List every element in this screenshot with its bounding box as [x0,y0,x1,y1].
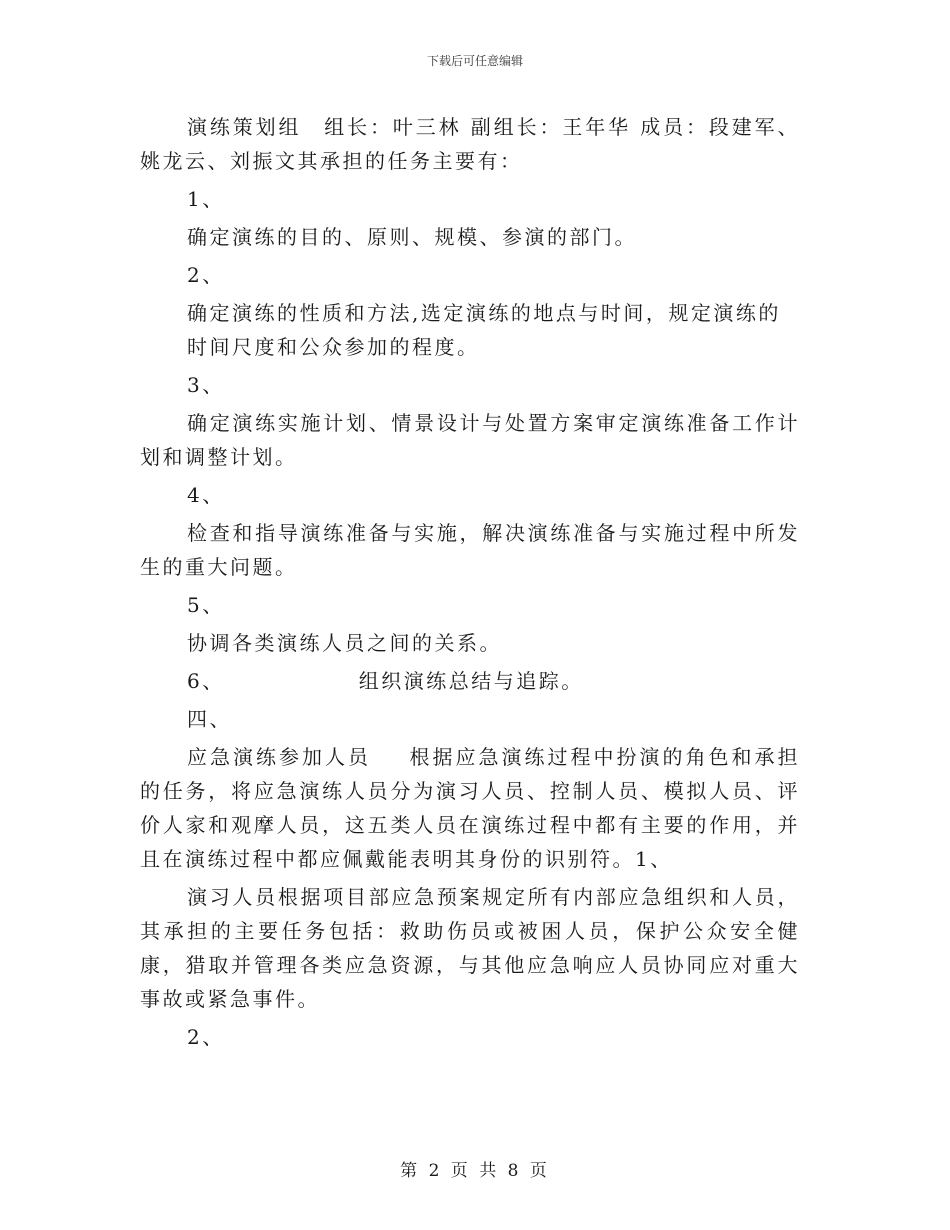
page-number: 第 2 页 共 8 页 [400,1161,550,1181]
list-number-3: 3、 [187,373,225,397]
paragraph-exercise-staff: 演习人员根据项目部应急预案规定所有内部应急组织和人员，其承担的主要任务包括：救助伤员或被困人员，保护公众安全健康，猎取并管理各类应急资源，与其他应急响应人员协同应对重大事故或紧急事件。 [140,885,800,1011]
paragraph-item-3: 确定演练实施计划、情景设计与处置方案审定演练准备工作计划和调整计划。 [140,411,800,469]
document-body [140,110,800,1058]
list-number-2: 2、 [187,263,225,287]
paragraph-section-4 [140,740,800,876]
paragraph-item-5: 协调各类演练人员之间的关系。 [187,631,502,655]
list-number-6: 6、 [187,669,225,693]
page-header: 下载后可任意编辑 [426,54,523,68]
list-number-1: 1、 [187,187,225,211]
section-number-4: 四、 [187,707,232,731]
paragraph-planning-group: 演练策划组 组长：叶三林 副组长：王年华 成员：段建军、姚龙云、刘振文其承担的任务主要有： [140,115,800,173]
list-number-4: 4、 [187,483,225,507]
list-number-5: 5、 [187,593,225,617]
list-number-2-b: 2、 [187,1025,225,1049]
section-4-title: 应急演练参加人员 [187,745,371,769]
paragraph-item-6 [140,664,800,698]
paragraph-item-2-line1: 确定演练的性质和方法,选定演练的地点与时间，规定演练的 [187,301,781,325]
paragraph-item-2-line2: 时间尺度和公众参加的程度。 [187,335,480,359]
paragraph-item-1: 确定演练的目的、原则、规模、参演的部门。 [187,225,637,249]
section-4-text: 根据应急演练过程中扮演的角色和承担的任务，将应急演练人员分为演习人员、控制人员、模拟人员、评价人家和观摩人员，这五类人员在演练过程中都有主要的作用，并且在演练过程中都应佩戴能表明其身份的识别符。1、 [140,745,800,871]
item-6-text: 组织演练总结与追踪。 [358,669,584,693]
paragraph-item-4: 检查和指导演练准备与实施，解决演练准备与实施过程中所发生的重大问题。 [140,521,800,579]
